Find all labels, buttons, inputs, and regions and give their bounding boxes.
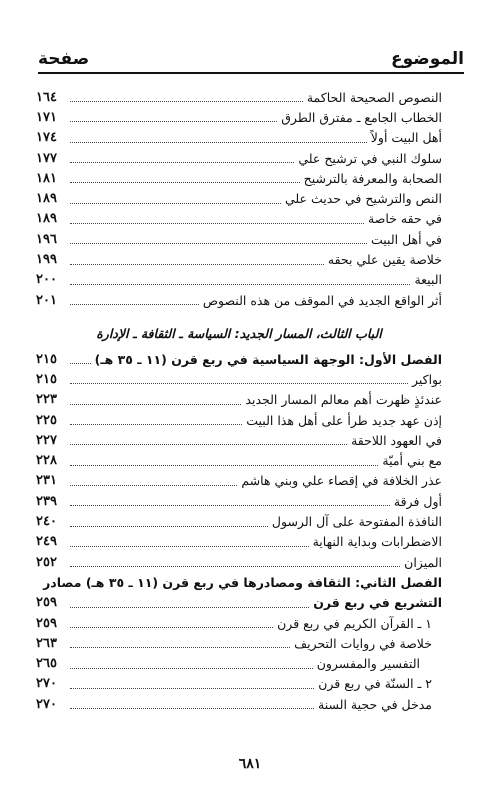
- dot-leader: [70, 525, 268, 527]
- toc-entry-page: ٢٥٢: [36, 554, 57, 570]
- toc-entry-title: خلاصة في روايات التحريف: [294, 635, 432, 651]
- toc-entry: [36, 410, 442, 430]
- dot-leader: [70, 161, 294, 163]
- toc-entry-page: ٢٧٠: [36, 676, 57, 692]
- toc-entry-title: عذر الخلافة في إقصاء علي وبني هاشم: [241, 473, 442, 489]
- toc-entry-title: سلوك النبي في ترشيح علي: [298, 150, 442, 166]
- dot-leader: [70, 484, 237, 486]
- dot-leader: [70, 283, 410, 285]
- toc-entry-page: ١٩٦: [36, 231, 57, 247]
- toc-entry-page: ٢٢٥: [36, 412, 57, 428]
- dot-leader: [70, 565, 400, 567]
- toc-entry-page: ٢٢٨: [36, 453, 57, 469]
- toc-entry-page: ١٦٤: [36, 89, 57, 105]
- dot-leader: [70, 464, 378, 466]
- toc-list-bottom: [36, 349, 442, 714]
- dot-leader: [70, 687, 314, 689]
- toc-entry-page: ٢٢٧: [36, 432, 57, 448]
- dot-leader: [70, 667, 313, 669]
- toc-entry-page: ٢٦٥: [36, 656, 57, 672]
- toc-entry-title: أثر الواقع الجديد في الموقف من هذه النصوص: [202, 292, 442, 308]
- toc-entry: [36, 209, 442, 229]
- dot-leader: [70, 626, 273, 628]
- toc-entry: [36, 229, 442, 249]
- toc-entry-title: ١ ـ القرآن الكريم في ربع قرن: [277, 615, 432, 631]
- toc-entry-title: مدخل في حجية السنة: [318, 696, 432, 712]
- toc-entry: [36, 249, 442, 269]
- subject-column-heading: الموضوع: [391, 49, 464, 69]
- toc-entry-title: النصوص الصحيحة الحاكمة: [306, 89, 442, 105]
- toc-entry-page: ٢١٥: [36, 371, 57, 387]
- toc-entry-page: ٢٥٩: [36, 595, 57, 611]
- dot-leader: [70, 646, 290, 648]
- toc-entry-title: في أهل البيت: [371, 231, 442, 247]
- dot-leader: [70, 222, 364, 224]
- toc-entry-title: إذن عهد جديد طرأ على أهل هذا البيت: [246, 412, 442, 428]
- dot-leader: [70, 303, 199, 305]
- toc-list-top: [36, 87, 442, 310]
- page-column-heading: صفحة: [38, 49, 90, 69]
- toc-entry-title: الفصل الثاني: الثقافة ومصادرها في ربع قرن (١١ ـ ٣٥ هـ) مصادر: [43, 574, 442, 590]
- toc-entry-title: الخطاب الجامع ـ مفترق الطرق: [281, 109, 442, 125]
- toc-entry-page: ٢٥٩: [36, 615, 57, 631]
- toc-entry-page: ٢٣٩: [36, 493, 57, 509]
- toc-entry: [36, 87, 442, 107]
- toc-entry: [36, 593, 442, 613]
- toc-entry-title: البيعة: [414, 272, 442, 288]
- dot-leader: [70, 181, 300, 183]
- toc-entry-title: النص والترشيح في حديث علي: [284, 191, 442, 207]
- toc-entry: [36, 633, 442, 653]
- toc-entry-page: ٢٤٩: [36, 534, 57, 550]
- toc-entry-page: ٢٧٠: [36, 696, 57, 712]
- toc-entry: [36, 369, 442, 389]
- part-title: الباب الثالث، المسار الجديد: السياسة ـ الثقافة ـ الإدارة: [96, 326, 382, 341]
- toc-entry: [36, 290, 442, 310]
- toc-entry-page: ٢١٥: [36, 351, 57, 367]
- toc-entry-page: ١٨٩: [36, 191, 57, 207]
- dot-leader: [70, 403, 241, 405]
- dot-leader: [70, 120, 277, 122]
- dot-leader: [70, 545, 309, 547]
- toc-entry-title: أهل البيت أولاً: [370, 130, 442, 146]
- toc-entry-title: الميزان: [404, 554, 442, 570]
- toc-entry-title: ٢ ـ السنّة في ربع قرن: [318, 676, 432, 692]
- toc-entry-page: ٢٠٠: [36, 272, 57, 288]
- toc-entry: [36, 674, 442, 694]
- toc-entry: [36, 471, 442, 491]
- dot-leader: [70, 606, 309, 608]
- dot-leader: [70, 707, 314, 709]
- toc-entry-page: ٢٦٣: [36, 635, 57, 651]
- toc-entry: [36, 430, 442, 450]
- dot-leader: [70, 443, 347, 445]
- toc-entry: [36, 107, 442, 127]
- toc-entry-page: ١٩٩: [36, 252, 57, 268]
- toc-entry: [36, 390, 442, 410]
- toc-entry-title: مع بني أميّة: [382, 453, 442, 469]
- toc-entry-page: ٢٠١: [36, 292, 57, 308]
- dot-leader: [70, 362, 91, 364]
- page-number: ٦٨١: [238, 756, 262, 772]
- toc-entry: [36, 349, 442, 369]
- toc-entry-title: خلاصة يقين علي بحقه: [327, 252, 442, 268]
- toc-entry: [36, 694, 442, 714]
- toc-entry-page: ٢٢٣: [36, 392, 57, 408]
- toc-entry-title: الفصل الأول: الوجهة السياسية في ربع قرن (١١ ـ ٣٥ هـ): [94, 351, 442, 367]
- toc-entry: [36, 572, 442, 592]
- toc-entry: [36, 450, 442, 470]
- toc-entry-title: التشريع في ربع قرن: [313, 595, 442, 611]
- toc-entry-page: ١٧٤: [36, 130, 57, 146]
- toc-entry-title: النافذة المفتوحة على آل الرسول: [271, 514, 442, 530]
- toc-entry-page: ١٨٩: [36, 211, 57, 227]
- toc-entry: [36, 148, 442, 168]
- toc-entry: [36, 532, 442, 552]
- toc-entry-title: في حقه خاصة: [368, 211, 442, 227]
- toc-entry-title: الاضطرابات وبداية النهاية: [312, 534, 442, 550]
- toc-entry-title: بواكير: [411, 371, 442, 387]
- dot-leader: [70, 100, 303, 102]
- dot-leader: [70, 504, 390, 506]
- toc-entry-title: عندئذٍ ظهرت أهم معالم المسار الجديد: [245, 392, 442, 408]
- toc-entry: [36, 491, 442, 511]
- toc-entry-page: ٢٣١: [36, 473, 57, 489]
- toc-entry-page: ١٨١: [36, 170, 57, 186]
- toc-entry: [36, 168, 442, 188]
- toc-header: [38, 44, 464, 74]
- dot-leader: [70, 263, 324, 265]
- toc-entry-title: التفسير والمفسرون: [316, 656, 420, 672]
- toc-entry: [36, 128, 442, 148]
- toc-entry: [36, 552, 442, 572]
- toc-entry: [36, 653, 442, 673]
- dot-leader: [70, 242, 367, 244]
- dot-leader: [70, 141, 367, 143]
- toc-entry-title: في العهود اللاحقة: [351, 432, 442, 448]
- toc-entry-page: ١٧١: [36, 109, 57, 125]
- toc-entry: [36, 270, 442, 290]
- dot-leader: [70, 202, 281, 204]
- dot-leader: [70, 423, 242, 425]
- toc-entry-title: أول فرقة: [393, 493, 442, 509]
- toc-entry: [36, 613, 442, 633]
- toc-entry: [36, 188, 442, 208]
- toc-entry-page: ١٧٧: [36, 150, 57, 166]
- dot-leader: [70, 382, 408, 384]
- toc-entry: [36, 511, 442, 531]
- toc-entry-page: ٢٤٠: [36, 514, 57, 530]
- toc-entry-title: الصحابة والمعرفة بالترشيح: [303, 170, 442, 186]
